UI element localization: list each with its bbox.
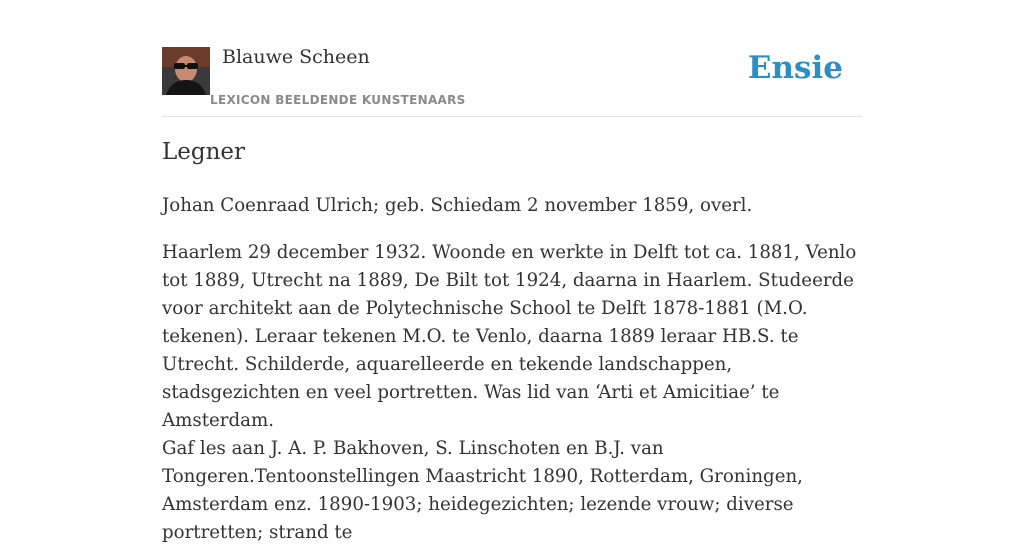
- page-title: Legner: [162, 139, 246, 165]
- content-column: [162, 0, 862, 543]
- author-name[interactable]: Blauwe Scheen: [222, 46, 370, 68]
- portrait-icon: [162, 47, 210, 95]
- avatar[interactable]: [162, 47, 210, 95]
- ensie-logo[interactable]: Ensie: [747, 50, 843, 86]
- article-paragraph: Johan Coenraad Ulrich; geb. Schiedam 2 november 1859, overl.: [162, 195, 753, 216]
- article-paragraph: Haarlem 29 december 1932. Woonde en werkte in Delft tot ca. 1881, Venlo tot 1889, Utrecht na 1889, De Bilt tot 1924, daarna in Haarlem. Studeerde voor architekt aan de Polytechnische School te Delft 1878-1881 (M.O. tekenen). Leraar tekenen M.O. te Venlo, daarna 1889 leraar HB.S. te Utrecht. Schilderde, aquarelleerde en tekende landschappen, stadsgezichten en veel portretten. Was lid van ‘Arti et Amicitiae’ te Amsterdam.: [162, 242, 857, 431]
- article-paragraph: Gaf les aan J. A. P. Bakhoven, S. Linschoten en B.J. van Tongeren.Tentoonstellingen Maastricht 1890, Rotterdam, Groningen, Amsterdam enz. 1890-1903; heidegezichten; lezende vrouw; diverse portretten; strand te: [162, 438, 803, 543]
- header: [162, 0, 862, 117]
- source-label[interactable]: LEXICON BEELDENDE KUNSTENAARS: [210, 93, 466, 107]
